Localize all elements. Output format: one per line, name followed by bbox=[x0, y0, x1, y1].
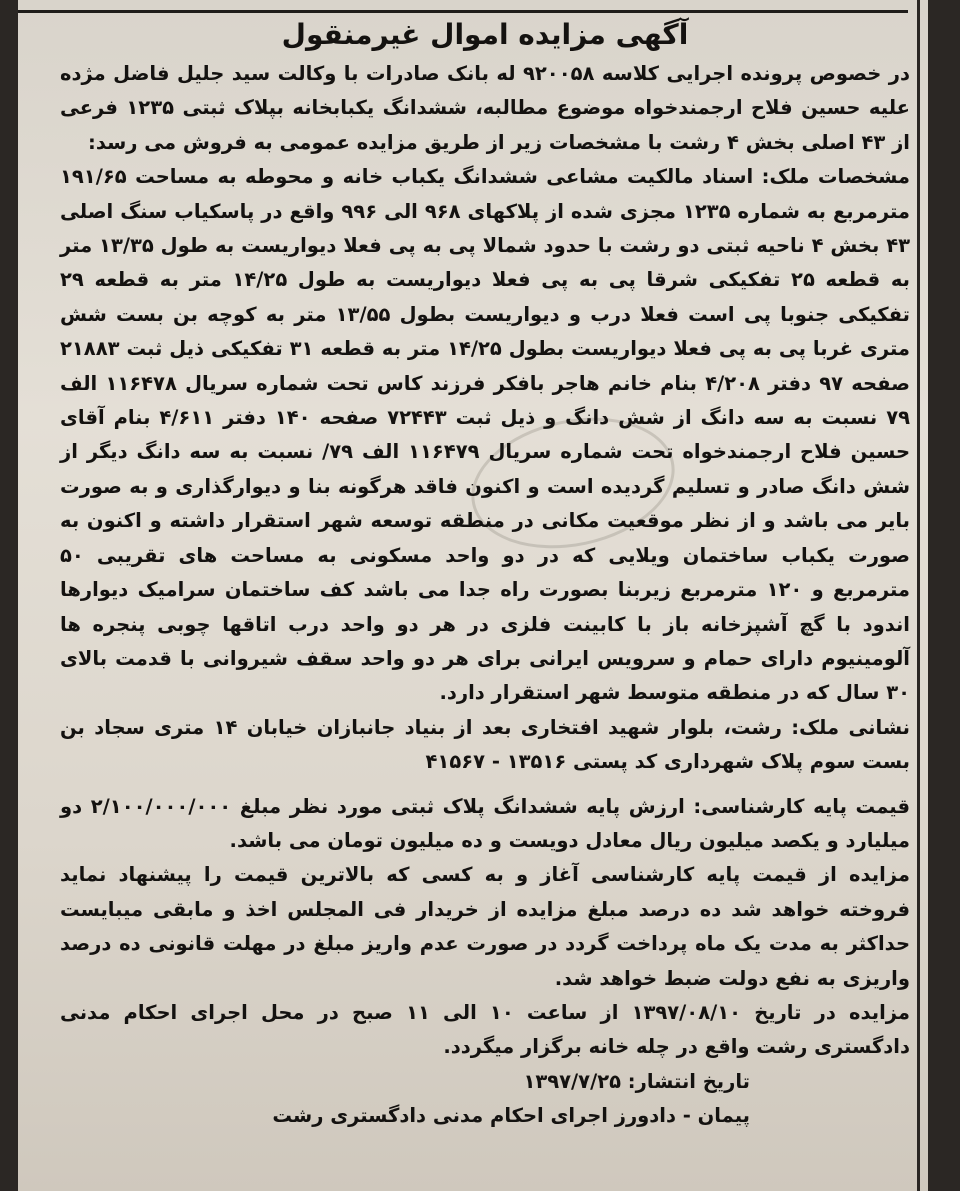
address-paragraph: نشانی ملک: رشت، بلوار شهید افتخاری بعد از بنیاد جانبازان خیابان ۱۴ متری سجاد بن بست سوم پلاک شهرداری کد پستی ۱۳۵۱۶ - ۴۱۵۶۷ bbox=[60, 715, 910, 774]
auction-notice bbox=[60, 14, 910, 1133]
column-rule bbox=[917, 0, 920, 1191]
property-specs-paragraph: مشخصات ملک: اسناد مالکیت مشاعی ششدانگ یکباب خانه و محوطه به مساحت ۱۹۱/۶۵ مترمربع به شماره ۱۲۳۵ مجزی شده از پلاکهای ۹۶۸ الی ۹۹۶ واقع در پاسکیاب سنگ اصلی ۴۳ بخش ۴ ناحیه ثبتی دو رشت با حدود شمالا پی به پی فعلا دیواریست به طول ۱۳/۳۵ متر به قطعه ۲۵ تفکیکی شرقا پی به پی فعلا دیواریست به طول ۱۴/۲۵ متر به قطعه ۲۹ تفکیکی جنوبا پی است فعلا درب و دیواریست بطول ۱۳/۵۵ متر به کوچه بن بست شش متری غربا پی به پی فعلا دیواریست بطول ۱۴/۲۵ متر به قطعه ۳۱ تفکیکی ذیل ثبت ۲۱۸۸۳ صفحه ۹۷ دفتر ۴/۲۰۸ بنام خانم هاجر بافکر فرزند کاس تحت شماره سریال ۱۱۶۴۷۸ الف ۷۹ نسبت به سه دانگ از شش دانگ و ذیل ثبت ۷۲۴۴۳ صفحه ۱۴۰ دفتر ۴/۶۱۱ بنام آقای حسین فلاح ارجمندخواه تحت شماره سریال ۱۱۶۴۷۹ الف ۷۹/ نسبت به سه دانگ دیگر از شش دانگ صادر و تسلیم گردیده است و اکنون فاقد هرگونه بنا و دیوارگذاری و به صورت بایر می باشد و از نظر موقعیت مکانی در منطقه توسعه شهر استقرار داشته و اکنون به صورت یکباب ساختمان ویلایی که در دو واحد مسکونی به مساحت های تقریبی ۵۰ مترمربع و ۱۲۰ مترمربع زیربنا بصورت راه جدا می باشد کف ساختمان سرامیک دیوارها اندود با گچ آشپزخانه باز با کابینت فلزی در هر دو واحد درب اتاقها چوبی پنجره ها آلومینیوم دارای حمام و سرویس ایرانی برای هر دو واحد سقف شیروانی با قدمت بالای ۳۰ سال که در منطقه متوسط شهر استقرار دارد. bbox=[60, 165, 910, 705]
terms-paragraph: مزایده از قیمت پایه کارشناسی آغاز و به کسی که بالاترین قیمت را پیشنهاد نماید فروخته خواهد شد ده درصد مبلغ مزایده از خریدار فی المجلس اخذ و مابقی میبایست حداکثر به مدت یک ماه پرداخت گردد در صورت عدم واریز مبلغ در مهلت قانونی ده درصد واریزی به نفع دولت ضبط خواهد شد. bbox=[60, 863, 910, 990]
notice-title: آگهی مزایده اموال غیرمنقول bbox=[281, 18, 689, 51]
top-border bbox=[18, 0, 908, 13]
intro-paragraph: در خصوص پرونده اجرایی کلاسه ۹۲۰۰۵۸ له بانک صادرات با وکالت سید جلیل فاضل مژده علیه حسین فلاح ارجمندخواه موضوع مطالبه، ششدانگ یکبابخانه بپلاک ثبتی ۱۲۳۵ فرعی از ۴۳ اصلی بخش ۴ رشت با مشخصات زیر از طریق مزایده عمومی به فروش می رسد: bbox=[60, 62, 910, 154]
notice-footer bbox=[60, 1065, 910, 1133]
base-price-paragraph: قیمت پایه کارشناسی: ارزش پایه ششدانگ پلاک ثبتی مورد نظر مبلغ ۲/۱۰۰/۰۰۰/۰۰۰ دو میلیارد و یکصد میلیون ریال معادل دویست و ده میلیون تومان می باشد. bbox=[60, 794, 910, 852]
auction-date-paragraph: مزایده در تاریخ ۱۳۹۷/۰۸/۱۰ از ساعت ۱۰ الی ۱۱ صبح در محل اجرای احکام مدنی دادگستری رشت واقع در چله خانه برگزار میگردد. bbox=[60, 1000, 910, 1059]
publish-date: تاریخ انتشار: ۱۳۹۷/۷/۲۵ bbox=[523, 1069, 750, 1093]
signature: پیمان - دادورز اجرای احکام مدنی دادگستری رشت bbox=[272, 1103, 750, 1127]
